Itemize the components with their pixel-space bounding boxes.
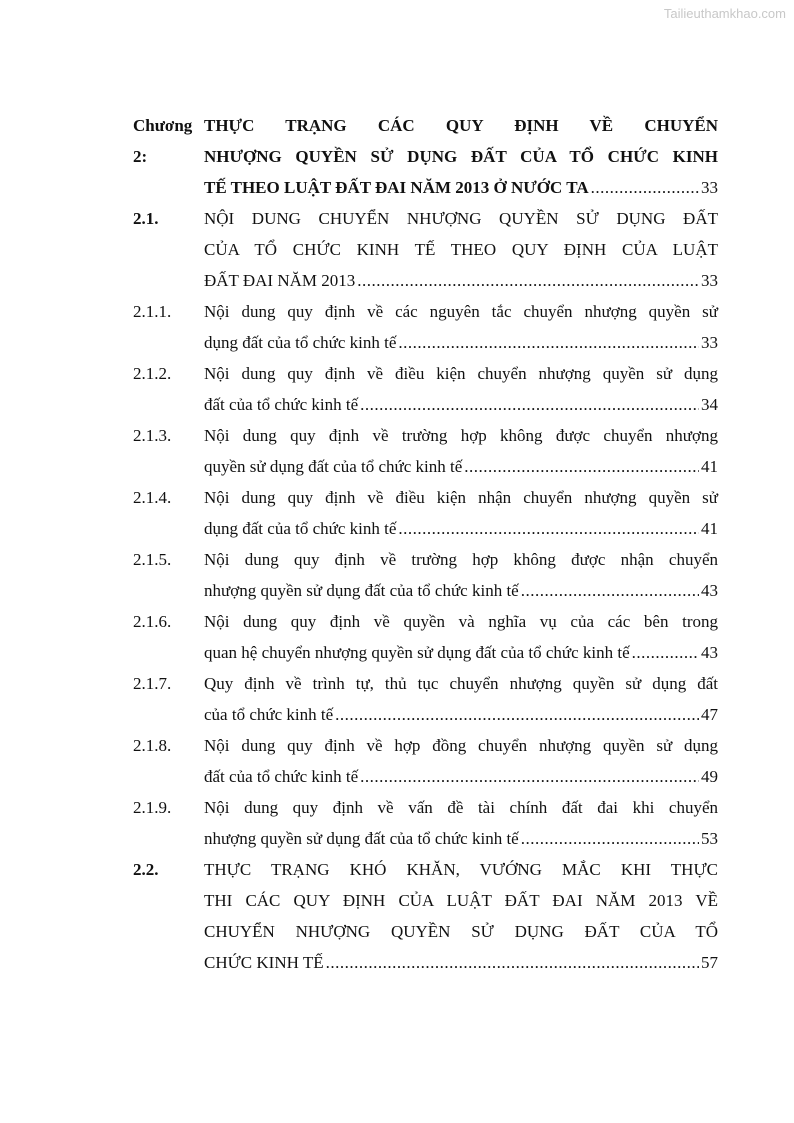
section-number: 2.1.4. — [133, 488, 172, 507]
page-number: 43 — [701, 581, 718, 600]
toc-line: của tổ chức kinh tế — [204, 705, 334, 724]
toc-entry-2-1-5[interactable] — [133, 544, 718, 606]
section-number: 2.1.6. — [133, 612, 172, 631]
page-number: 33 — [701, 333, 718, 352]
toc-line: dụng đất của tổ chức kinh tế — [204, 333, 397, 352]
page-number: 34 — [701, 395, 718, 414]
leader-dots — [398, 513, 699, 544]
chapter-label: Chương 2: — [133, 116, 193, 166]
toc-entry-2-1-4[interactable] — [133, 482, 718, 544]
toc-line: CHUYỂN NHƯỢNG QUYỀN SỬ DỤNG ĐẤT CỦA TỔ — [204, 922, 718, 941]
toc-line: nhượng quyền sử dụng đất của tổ chức kinh tế — [204, 829, 519, 848]
toc-entry-2-1-6[interactable] — [133, 606, 718, 668]
section-number: 2.1.9. — [133, 798, 172, 817]
toc-line: Nội dung quy định về điều kiện chuyển nhượng quyền sử dụng — [204, 364, 718, 383]
toc-line: CỦA TỔ CHỨC KINH TẾ THEO QUY ĐỊNH CỦA LUẬT — [204, 240, 718, 259]
toc-line: Nội dung quy định về điều kiện nhận chuyển nhượng quyền sử — [204, 488, 718, 507]
leader-dots — [591, 172, 699, 203]
toc-line: Quy định về trình tự, thủ tục chuyển nhượng quyền sử dụng đất — [204, 674, 718, 693]
section-number: 2.1.1. — [133, 302, 172, 321]
toc-line: nhượng quyền sử dụng đất của tổ chức kinh tế — [204, 581, 519, 600]
page-number: 41 — [701, 519, 718, 538]
leader-dots — [398, 327, 699, 358]
toc-line: TẾ THEO LUẬT ĐẤT ĐAI NĂM 2013 Ở NƯỚC TA — [204, 178, 589, 197]
toc-entry-2-1-1[interactable] — [133, 296, 718, 358]
page-number: 41 — [701, 457, 718, 476]
section-number: 2.1.5. — [133, 550, 172, 569]
toc-line: quan hệ chuyển nhượng quyền sử dụng đất của tổ chức kinh tế — [204, 643, 630, 662]
leader-dots — [357, 265, 699, 296]
leader-dots — [521, 575, 699, 606]
toc-line: quyền sử dụng đất của tổ chức kinh tế — [204, 457, 463, 476]
toc-entry-2-1-2[interactable] — [133, 358, 718, 420]
leader-dots — [326, 947, 699, 978]
toc-entry-2-1[interactable] — [133, 203, 718, 296]
section-number: 2.1.7. — [133, 674, 172, 693]
toc-line: Nội dung quy định về trường hợp không được chuyển nhượng — [204, 426, 718, 445]
toc-line: dụng đất của tổ chức kinh tế — [204, 519, 397, 538]
section-number: 2.1.8. — [133, 736, 172, 755]
leader-dots — [360, 389, 699, 420]
section-number: 2.2. — [133, 860, 159, 879]
toc-entry-2-1-8[interactable] — [133, 730, 718, 792]
toc-line: NỘI DUNG CHUYỂN NHƯỢNG QUYỀN SỬ DỤNG ĐẤT — [204, 209, 718, 228]
section-number: 2.1. — [133, 209, 159, 228]
leader-dots — [521, 823, 699, 854]
toc-line: Nội dung quy định về các nguyên tắc chuyển nhượng quyền sử — [204, 302, 718, 321]
leader-dots — [335, 699, 699, 730]
section-number: 2.1.3. — [133, 426, 172, 445]
leader-dots — [464, 451, 699, 482]
toc-line: THI CÁC QUY ĐỊNH CỦA LUẬT ĐẤT ĐAI NĂM 2013 VỀ — [204, 891, 718, 910]
toc-line: Nội dung quy định về quyền và nghĩa vụ của các bên trong — [204, 612, 718, 631]
toc-line: ĐẤT ĐAI NĂM 2013 — [204, 271, 356, 290]
toc-line: THỰC TRẠNG CÁC QUY ĐỊNH VỀ CHUYỂN — [204, 116, 718, 135]
toc-line: CHỨC KINH TẾ — [204, 953, 324, 972]
toc-line: đất của tổ chức kinh tế — [204, 767, 359, 786]
page-number: 57 — [701, 953, 718, 972]
table-of-contents — [133, 110, 718, 978]
toc-line: NHƯỢNG QUYỀN SỬ DỤNG ĐẤT CỦA TỔ CHỨC KINH — [204, 147, 718, 166]
section-number: 2.1.2. — [133, 364, 172, 383]
toc-entry-2-1-7[interactable] — [133, 668, 718, 730]
page-number: 43 — [701, 643, 718, 662]
toc-line: Nội dung quy định về vấn đề tài chính đất đai khi chuyển — [204, 798, 718, 817]
page-number: 47 — [701, 705, 718, 724]
leader-dots — [360, 761, 699, 792]
toc-entry-chapter-2[interactable] — [133, 110, 718, 203]
toc-entry-2-1-3[interactable] — [133, 420, 718, 482]
page-number: 53 — [701, 829, 718, 848]
toc-entry-2-1-9[interactable] — [133, 792, 718, 854]
page-number: 33 — [701, 178, 718, 197]
page-number: 33 — [701, 271, 718, 290]
toc-line: Nội dung quy định về hợp đồng chuyển nhượng quyền sử dụng — [204, 736, 718, 755]
toc-line: THỰC TRẠNG KHÓ KHĂN, VƯỚNG MẮC KHI THỰC — [204, 860, 718, 879]
toc-line: đất của tổ chức kinh tế — [204, 395, 359, 414]
toc-line: Nội dung quy định về trường hợp không được nhận chuyển — [204, 550, 718, 569]
leader-dots — [632, 637, 699, 668]
watermark: Tailieuthamkhao.com — [663, 6, 786, 21]
toc-entry-2-2[interactable] — [133, 854, 718, 978]
page-number: 49 — [701, 767, 718, 786]
